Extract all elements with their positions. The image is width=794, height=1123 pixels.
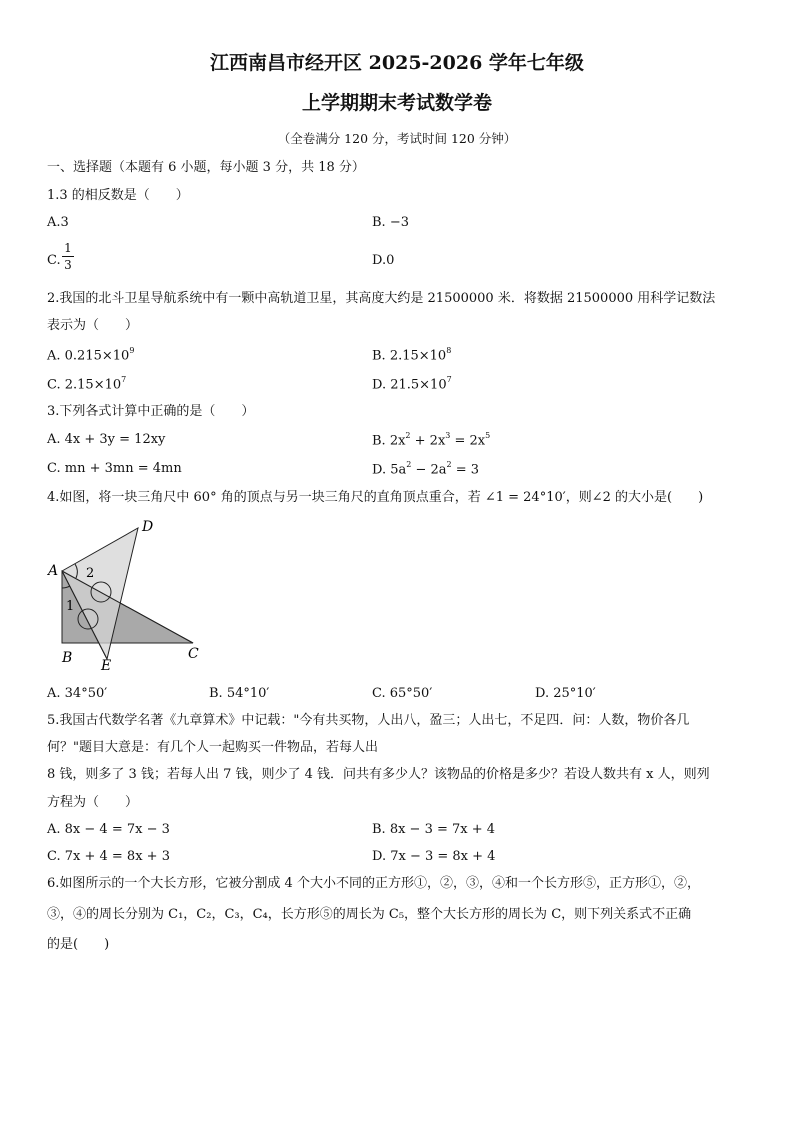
q1-c-denominator: 3 [64, 258, 72, 272]
q4-option-c: C. 65°50′ [372, 686, 433, 701]
label-d: D [142, 519, 154, 535]
q5-option-a: A. 8x − 4 = 7x − 3 [47, 822, 170, 837]
label-c: C [188, 646, 199, 662]
q3-d-part: = 3 [451, 462, 480, 478]
q2-stem-line2: 表示为（ ） [47, 318, 139, 333]
label-angle-1: 1 [66, 599, 75, 614]
q2-a-base: A. 0.215×10 [47, 348, 130, 364]
q2-c-exponent: 7 [121, 375, 127, 384]
q4-stem: 4.如图，将一块三角尺中 60° 角的顶点与另一块三角尺的直角顶点重合，若 ∠1 = 24°10′，则∠2 的大小是( ) [47, 490, 704, 505]
q2-option-a [47, 348, 134, 362]
q3-d-part: − 2a [411, 462, 447, 478]
label-b: B [62, 650, 73, 666]
q1-option-c-prefix: C. [47, 253, 61, 268]
q1-option-c-fraction [62, 242, 74, 271]
q2-c-base: C. 2.15×10 [47, 377, 122, 393]
q6-stem-line1: 6.如图所示的一个大长方形，它被分割成 4 个大小不同的正方形①，②，③，④和一个长方形⑤，正方形①，②， [47, 876, 700, 891]
q3-d-part: D. 5a [372, 462, 407, 478]
q2-d-base: D. 21.5×10 [372, 377, 447, 393]
q1-c-numerator: 1 [64, 241, 72, 255]
q3-option-a: A. 4x + 3y = 12xy [47, 432, 166, 447]
q2-b-base: B. 2.15×10 [372, 348, 447, 364]
q3-b-exp: 5 [485, 431, 491, 440]
q2-option-d [372, 377, 452, 391]
q3-b-exp: 3 [445, 431, 451, 440]
q5-option-d: D. 7x − 3 = 8x + 4 [372, 849, 496, 864]
q2-b-exponent: 8 [446, 346, 452, 355]
q5-stem-line4: 方程为（ ） [47, 795, 139, 810]
q1-option-d: D.0 [372, 253, 395, 268]
q5-stem-line3: 8 钱，则多了 3 钱；若每人出 7 钱，则少了 4 钱．问共有多少人？该物品的价格是多少？若设人数共有 x 人，则列 [47, 767, 710, 782]
section-heading: 一、选择题（本题有 6 小题，每小题 3 分，共 18 分） [47, 160, 365, 175]
q3-stem: 3.下列各式计算中正确的是（ ） [47, 404, 255, 419]
q3-option-b [372, 433, 490, 447]
q3-b-part: B. 2x [372, 433, 406, 449]
exam-title-line2: 上学期期末考试数学卷 [301, 92, 492, 114]
q3-b-exp: 2 [405, 431, 411, 440]
q1-option-a: A.3 [47, 215, 69, 230]
q2-d-exponent: 7 [446, 375, 452, 384]
q2-stem-line1: 2.我国的北斗卫星导航系统中有一颗中高轨道卫星，其高度大约是 21500000 米．将数据 21500000 用科学记数法 [47, 291, 716, 306]
q3-b-part: + 2x [410, 433, 446, 449]
label-a: A [48, 563, 59, 579]
q4-option-d: D. 25°10′ [535, 686, 596, 701]
fraction-bar [62, 256, 74, 257]
q3-option-d [372, 462, 479, 476]
q3-d-exp: 2 [406, 460, 412, 469]
q5-stem-line1: 5.我国古代数学名著《九章算术》中记载："今有共买物，人出八，盈三；人出七，不足四．问：人数，物价各几 [47, 713, 690, 728]
q3-d-exp: 2 [446, 460, 452, 469]
q4-option-a: A. 34°50′ [47, 686, 108, 701]
exam-title-line1: 江西南昌市经开区 2025-2026 学年七年级 [210, 52, 584, 74]
exam-subtitle: （全卷满分 120 分，考试时间 120 分钟） [277, 131, 517, 146]
label-angle-2: 2 [86, 566, 95, 581]
q2-option-c [47, 377, 126, 391]
q6-stem-line2: ③，④的周长分别为 C₁，C₂，C₃，C₄，长方形⑤的周长为 C₅，整个大长方形的周长为 C，则下列关系式不正确 [47, 907, 692, 922]
q5-option-c: C. 7x + 4 = 8x + 3 [47, 849, 170, 864]
q5-option-b: B. 8x − 3 = 7x + 4 [372, 822, 496, 837]
q4-triangle-figure [40, 512, 220, 674]
q1-option-b: B. −3 [372, 215, 409, 230]
q2-option-b [372, 348, 451, 362]
label-e: E [101, 658, 112, 674]
q3-b-part: = 2x [450, 433, 486, 449]
q2-a-exponent: 9 [129, 346, 135, 355]
q4-option-b: B. 54°10′ [209, 686, 270, 701]
q6-stem-line3: 的是( ) [47, 937, 110, 952]
q3-option-c: C. mn + 3mn = 4mn [47, 461, 182, 476]
q1-stem: 1.3 的相反数是（ ） [47, 188, 189, 203]
q5-stem-line2: 何？"题目大意是：有几个人一起购买一件物品，若每人出 [47, 740, 378, 755]
